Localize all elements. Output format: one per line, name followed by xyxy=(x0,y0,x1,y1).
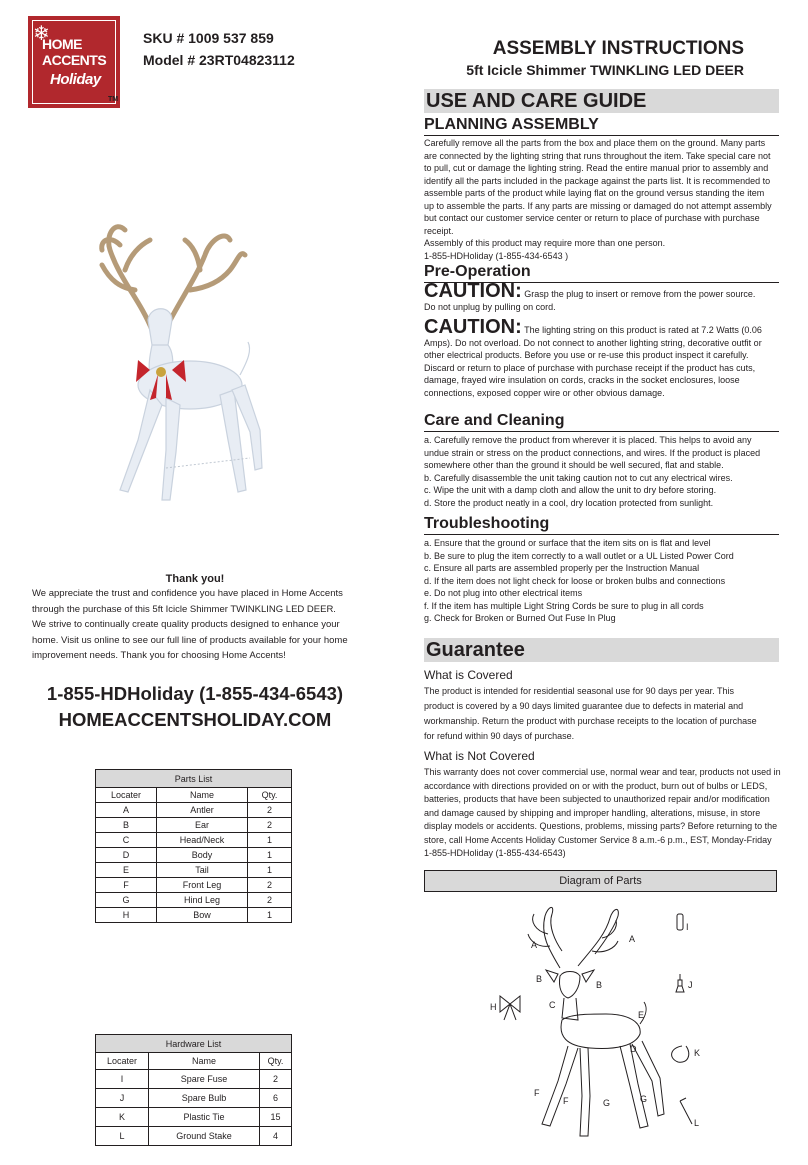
label-a-right: A xyxy=(629,934,636,944)
table-row: C Head/Neck 1 xyxy=(96,833,292,848)
diagram-of-parts-caption: Diagram of Parts xyxy=(424,870,777,892)
plastic-tie xyxy=(672,1046,689,1062)
ear-right xyxy=(582,970,594,982)
not-covered-text: This warranty does not cover commercial use, normal wear and tear, products not used in accordance with directions provided on or with the product, burn out of bulbs or LEDS, batteries, products that have been subjected to unauthorized repair and/or modification and damage caused by shipping and improper handling, alterations, misuse, in store display models or accidents. Questions, problems, missing parts? Before returning to the store, call Home Accents Holiday Customer Service 8 a.m.-6 p.m., EST, Monday-Friday 1-855-HDHoliday (1-855-434-6543) xyxy=(424,767,781,858)
table-row: J Spare Bulb 6 xyxy=(96,1089,292,1108)
bow xyxy=(500,996,520,1020)
label-b-right: B xyxy=(596,980,603,990)
table-row: A Antler 2 xyxy=(96,803,292,818)
ear-left xyxy=(546,970,558,982)
label-l: L xyxy=(694,1118,700,1128)
customer-phone: 1-855-HDHoliday (1-855-434-6543) xyxy=(46,683,344,704)
thank-you-heading: Thank you! xyxy=(165,573,225,585)
caution-1: CAUTION: Grasp the plug to insert or remove from the power source. Do not unplug by pulling on cord. xyxy=(424,280,756,312)
troubleshooting-text: a. Ensure that the ground or surface that the item sits on is flat and level b. Be sure to plug the item correctly to a wall outlet or a UL Listed Power Cord c. Ensure all parts are assembled properly per the Instruction Manual d. If the item does not light check for loose or broken bulbs and connections e. Do not plug into other electrical items f. If the item has multiple Light String Cords be sure to plug in all cords g. Check for Broken or Burned Out Fuse In Plug xyxy=(424,538,734,623)
what-is-covered-heading: What is Covered xyxy=(424,668,513,682)
divider xyxy=(424,431,779,432)
fuse xyxy=(677,914,683,930)
caution-label: CAUTION: xyxy=(424,280,522,302)
label-j: J xyxy=(688,980,693,990)
ground-stake xyxy=(680,1098,692,1124)
parts-diagram xyxy=(430,896,790,1161)
table-row: E Tail 1 xyxy=(96,863,292,878)
thank-you-message: We appreciate the trust and confidence you have placed in Home Accents through the purchase of this 5ft Icicle Shimmer TWINKLING LED DEER. We strive to continually create quality products designed to enhance your home. Visit us online to see our full line of products available for your home improvement needs. Thank you for choosing Home Accents! xyxy=(32,588,348,661)
label-a-left: A xyxy=(531,940,538,950)
label-e: E xyxy=(638,1010,645,1020)
home-accents-logo: ❄ HOME ACCENTS Holiday xyxy=(28,16,120,108)
covered-text: The product is intended for residential seasonal use for 90 days per year. This product is covered by a 90 days limited guarantee due to defects in material and workmanship. Return the product with purchase receipts to the location of purchase for refund within 90 days of purchase. xyxy=(424,686,757,741)
what-is-not-covered-heading: What is Not Covered xyxy=(424,749,535,763)
antler-right xyxy=(578,909,618,966)
caution-label: CAUTION: xyxy=(424,316,522,338)
divider xyxy=(424,534,779,535)
antler-left xyxy=(544,907,562,968)
table-row: F Front Leg 2 xyxy=(96,878,292,893)
table-row: D Body 1 xyxy=(96,848,292,863)
table-row: K Plastic Tie 15 xyxy=(96,1108,292,1127)
model-number: Model # 23RT04823112 xyxy=(143,52,295,68)
hind-leg xyxy=(620,1044,648,1128)
pre-operation-heading: Pre-Operation xyxy=(424,263,531,280)
table-header-row: Locater Name Qty. xyxy=(96,788,292,803)
label-f-left: F xyxy=(534,1088,540,1098)
table-header-row: Locater Name Qty. xyxy=(96,1053,292,1070)
product-subtitle: 5ft Icicle Shimmer TWINKLING LED DEER xyxy=(466,62,744,78)
label-g-right: G xyxy=(640,1094,648,1104)
table-row: I Spare Fuse 2 xyxy=(96,1070,292,1089)
caution-2: CAUTION: The lighting string on this product is rated at 7.2 Watts (0.06 Amps). Do not overload. Do not connect to another lighting string, decorative outfit or other electrical products. Before you use or re-use this product inspect it carefully. Discard or return to place of purchase with purchase receipt if the product has cuts, damage, frayed wire insulation on cords, cracks in the socket enclosures, loose connections, exposed copper wire or other obvious damage. xyxy=(424,316,762,398)
guarantee-band: Guarantee xyxy=(424,638,779,662)
divider xyxy=(424,135,779,136)
front-leg xyxy=(542,1046,578,1126)
table-row: G Hind Leg 2 xyxy=(96,893,292,908)
product-deer-image xyxy=(80,210,290,510)
label-c: C xyxy=(549,1000,556,1010)
website-url: HOMEACCENTSHOLIDAY.COM xyxy=(58,709,332,730)
label-k: K xyxy=(694,1048,701,1058)
table-row: H Bow 1 xyxy=(96,908,292,923)
label-i: I xyxy=(686,922,689,932)
hardware-list-caption: Hardware List xyxy=(96,1035,292,1053)
care-text: a. Carefully remove the product from wherever it is placed. This helps to avoid any undue strain or stress on the product connections, and wires. If the product is placed somewhere other than the ground it should be well secured, flat and stable. b. Carefully disassemble the unit taking caution not to cut any electrical wires. c. Wipe the unit with a damp cloth and allow the unit to dry before storing. d. Store the product neatly in a cool, dry location protected from sunlight. xyxy=(424,435,761,508)
label-d: D xyxy=(630,1044,637,1054)
care-heading: Care and Cleaning xyxy=(424,412,565,429)
snowflake-icon: ❄ xyxy=(33,23,50,45)
planning-heading: PLANNING ASSEMBLY xyxy=(424,116,599,133)
troubleshooting-heading: Troubleshooting xyxy=(424,515,550,532)
hardware-list-table xyxy=(95,1034,292,1146)
bulb xyxy=(676,974,684,992)
use-care-band: USE AND CARE GUIDE xyxy=(424,89,779,113)
sku-number: SKU # 1009 537 859 xyxy=(143,30,274,46)
parts-list-caption: Parts List xyxy=(96,770,292,788)
trademark: TM xyxy=(108,96,119,103)
label-b-left: B xyxy=(536,974,543,984)
document-title: ASSEMBLY INSTRUCTIONS xyxy=(492,38,744,59)
label-g-left: G xyxy=(603,1098,611,1108)
label-h: H xyxy=(490,1002,497,1012)
label-f-right: F xyxy=(563,1096,569,1106)
table-row: B Ear 2 xyxy=(96,818,292,833)
table-row: L Ground Stake 4 xyxy=(96,1127,292,1146)
parts-list-table xyxy=(95,769,292,923)
head-neck xyxy=(559,972,580,999)
planning-text: Carefully remove all the parts from the box and place them on the ground. Many parts are connected by the lighting string that runs throughout the item. Take special care not to pull, cut or damage the lighting string. Read the entire manual prior to assembly and identify all the parts included in the package against the parts list. It is recommended to assemble parts of the product while laying flat on the ground versus standing the item up to assemble the parts. If any parts are missing or damaged do not attempt assembly but contact our customer service center or return to place of purchase with purchase receipt. Assembly of this product may require more than one person. 1-855-HDHoliday (1-855-434-6543 ) xyxy=(424,138,772,261)
